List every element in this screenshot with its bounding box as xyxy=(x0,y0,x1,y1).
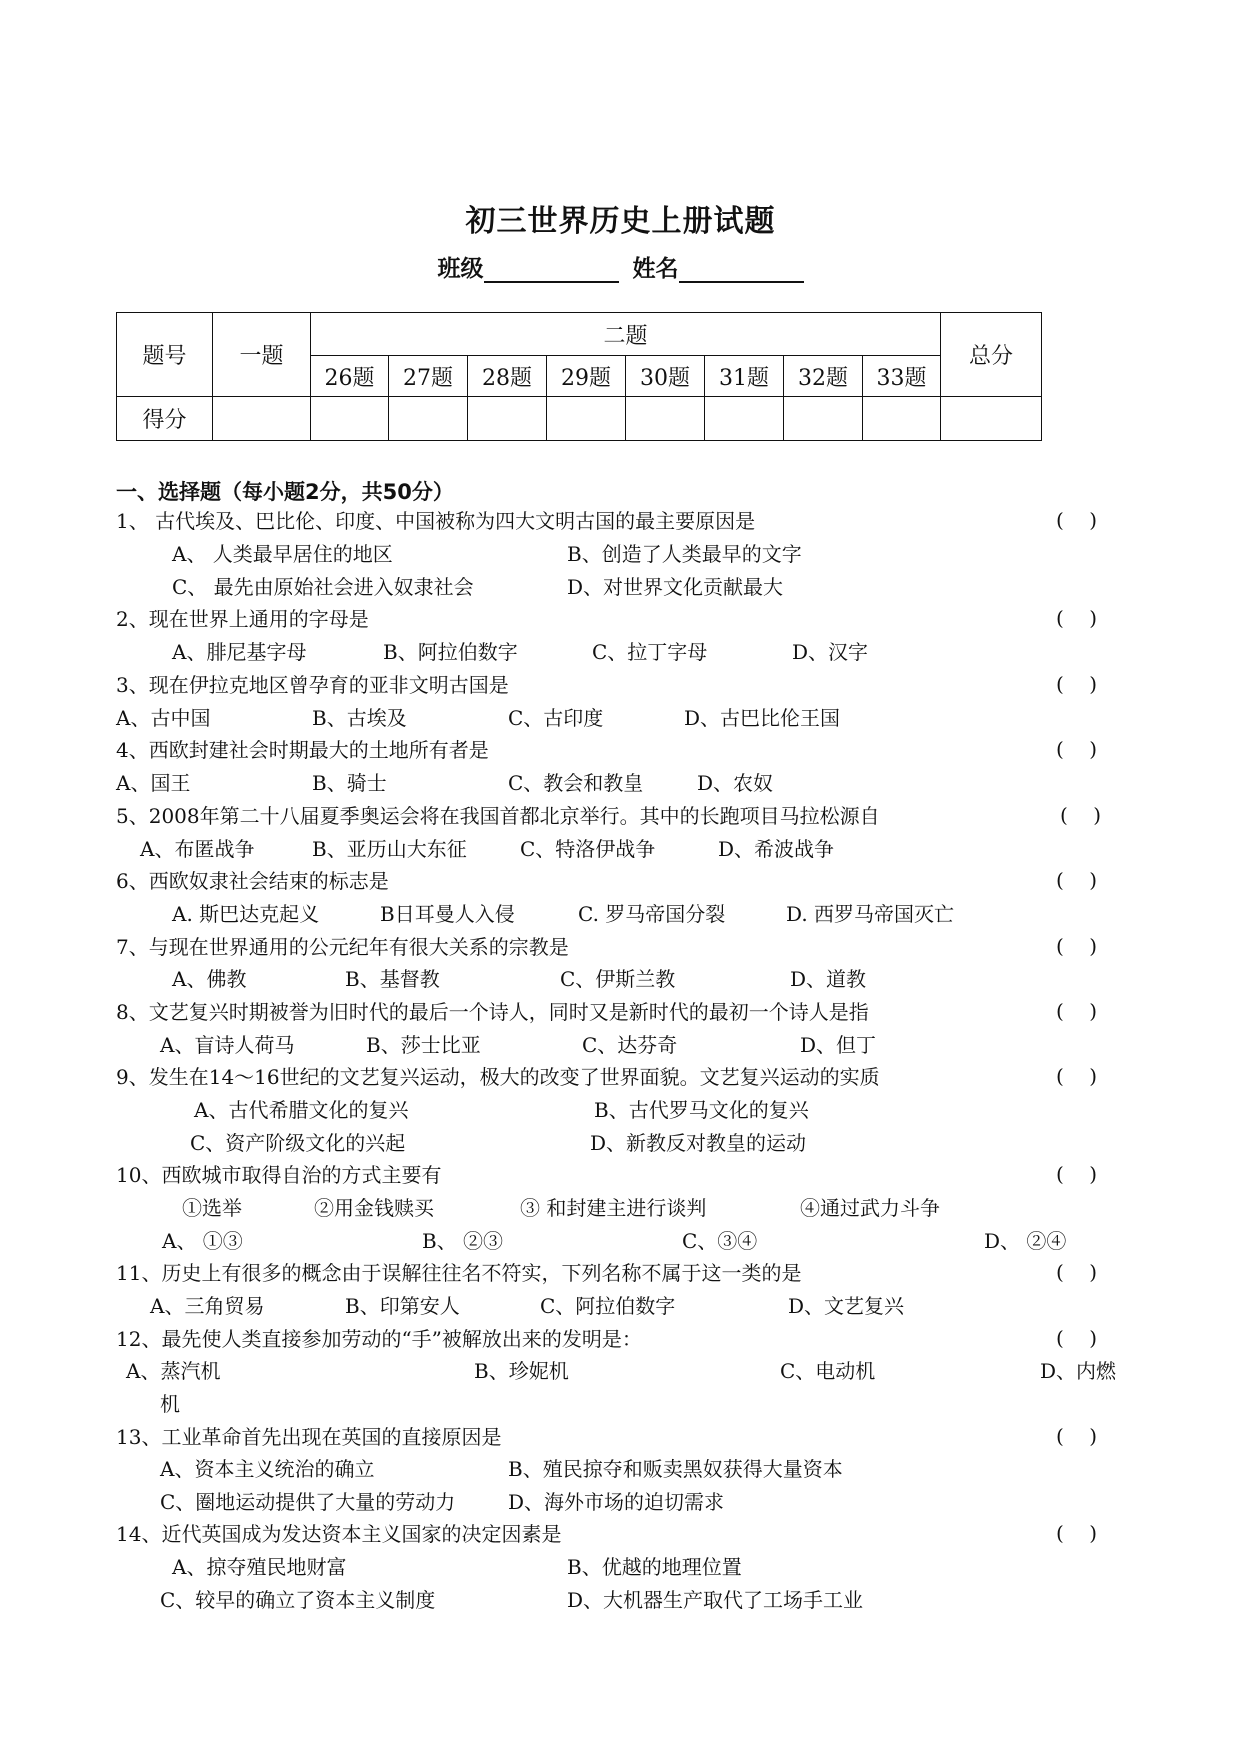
option-b: B、亚历山大东征 xyxy=(312,837,467,861)
question-stem: 2、现在世界上通用的字母是 xyxy=(116,607,369,631)
answer-paren[interactable]: ( ) xyxy=(1056,868,1098,892)
question-stem: 1、 古代埃及、巴比伦、印度、中国被称为四大文明古国的最主要原因是 xyxy=(116,509,756,533)
option-a: A、掠夺殖民地财富 xyxy=(172,1555,347,1579)
subq-cell: 26题 xyxy=(311,356,389,397)
answer-paren[interactable]: ( ) xyxy=(1056,1064,1098,1088)
page-title: 初三世界历史上册试题 xyxy=(465,204,776,239)
answer-paren[interactable]: ( ) xyxy=(1060,803,1102,827)
option-d: D、大机器生产取代了工场手工业 xyxy=(567,1588,864,1612)
statement-2: ②用金钱赎买 xyxy=(314,1196,434,1220)
subq-cell: 33题 xyxy=(863,356,941,397)
statement-4: ④通过武力斗争 xyxy=(800,1196,940,1220)
option-a: A、 人类最早居住的地区 xyxy=(172,542,393,566)
option-d: D、对世界文化贡献最大 xyxy=(567,575,784,599)
question-stem: 4、西欧封建社会时期最大的土地所有者是 xyxy=(116,738,489,762)
option-d: D、汉字 xyxy=(792,640,869,664)
option-a: A、盲诗人荷马 xyxy=(160,1033,295,1057)
section-title: 一、选择题（每小题2分，共50分） xyxy=(116,480,454,504)
answer-paren[interactable]: ( ) xyxy=(1056,1424,1098,1448)
option-d: D、古巴比伦王国 xyxy=(684,706,841,730)
header-number-cell: 题号 xyxy=(117,313,213,397)
question-stem: 9、发生在14～16世纪的文艺复兴运动，极大的改变了世界面貌。文艺复兴运动的实质 xyxy=(116,1065,880,1089)
score-input-cell[interactable] xyxy=(784,397,863,441)
answer-paren[interactable]: ( ) xyxy=(1056,672,1098,696)
option-d: D、道教 xyxy=(790,967,867,991)
option-d: D、内燃 xyxy=(1040,1359,1117,1383)
answer-paren[interactable]: ( ) xyxy=(1056,1521,1098,1545)
option-d: D、 ②④ xyxy=(984,1229,1067,1253)
score-input-cell[interactable] xyxy=(468,397,547,441)
option-c: C、特洛伊战争 xyxy=(520,837,656,861)
option-b: B、基督教 xyxy=(345,967,440,991)
option-c: C、教会和教皇 xyxy=(508,771,644,795)
option-c: C、电动机 xyxy=(780,1359,876,1383)
option-a: A、佛教 xyxy=(172,967,247,991)
option-c: C. 罗马帝国分裂 xyxy=(578,902,726,926)
subq-cell: 28题 xyxy=(468,356,547,397)
option-a: A、国王 xyxy=(116,771,191,795)
score-input-cell[interactable] xyxy=(705,397,784,441)
option-c: C、阿拉伯数字 xyxy=(540,1294,676,1318)
option-b: B、殖民掠夺和贩卖黑奴获得大量资本 xyxy=(508,1457,843,1481)
answer-paren[interactable]: ( ) xyxy=(1056,999,1098,1023)
option-c: C、③④ xyxy=(682,1229,758,1253)
score-table xyxy=(116,312,1042,441)
score-input-cell[interactable] xyxy=(626,397,705,441)
subq-cell: 30题 xyxy=(626,356,705,397)
statement-1: ①选举 xyxy=(182,1196,242,1220)
header-total-cell: 总分 xyxy=(941,313,1042,397)
option-d: D、农奴 xyxy=(697,771,774,795)
question-stem: 13、工业革命首先出现在英国的直接原因是 xyxy=(116,1425,502,1449)
option-a: A、蒸汽机 xyxy=(126,1359,221,1383)
option-b: B、珍妮机 xyxy=(474,1359,569,1383)
option-a: A、资本主义统治的确立 xyxy=(160,1457,375,1481)
option-c: C、古印度 xyxy=(508,706,604,730)
option-c: C、资产阶级文化的兴起 xyxy=(190,1131,406,1155)
subq-cell: 32题 xyxy=(784,356,863,397)
score-input-cell[interactable] xyxy=(389,397,468,441)
score-input-cell[interactable] xyxy=(311,397,389,441)
option-c: C、较早的确立了资本主义制度 xyxy=(160,1588,436,1612)
option-d: D. 西罗马帝国灭亡 xyxy=(786,902,955,926)
option-d: D、但丁 xyxy=(800,1033,877,1057)
option-a: A、 ①③ xyxy=(162,1229,243,1253)
question-stem: 5、2008年第二十八届夏季奥运会将在我国首都北京举行。其中的长跑项目马拉松源自 xyxy=(116,804,880,828)
question-stem: 7、与现在世界通用的公元纪年有很大关系的宗教是 xyxy=(116,935,569,959)
option-a: A、腓尼基字母 xyxy=(172,640,307,664)
score-input-cell[interactable] xyxy=(863,397,941,441)
option-b: B、优越的地理位置 xyxy=(567,1555,742,1579)
answer-paren[interactable]: ( ) xyxy=(1056,606,1098,630)
answer-paren[interactable]: ( ) xyxy=(1056,508,1098,532)
option-a: A、古代希腊文化的复兴 xyxy=(194,1098,409,1122)
question-stem: 14、近代英国成为发达资本主义国家的决定因素是 xyxy=(116,1522,562,1546)
header-part1-cell: 一题 xyxy=(213,313,311,397)
subq-cell: 31题 xyxy=(705,356,784,397)
score-input-cell[interactable] xyxy=(547,397,626,441)
option-a: A、三角贸易 xyxy=(150,1294,265,1318)
option-a: A、布匿战争 xyxy=(140,837,255,861)
option-b: B、莎士比亚 xyxy=(366,1033,481,1057)
answer-paren[interactable]: ( ) xyxy=(1056,1260,1098,1284)
answer-paren[interactable]: ( ) xyxy=(1056,934,1098,958)
option-b: B、古代罗马文化的复兴 xyxy=(594,1098,809,1122)
subq-cell: 27题 xyxy=(389,356,468,397)
option-c: C、圈地运动提供了大量的劳动力 xyxy=(160,1490,456,1514)
option-d: D、希波战争 xyxy=(718,837,835,861)
question-stem: 8、文艺复兴时期被誉为旧时代的最后一个诗人，同时又是新时代的最初一个诗人是指 xyxy=(116,1000,869,1024)
question-stem: 11、历史上有很多的概念由于误解往往名不符实，下列名称不属于这一类的是 xyxy=(116,1261,802,1285)
class-name-line xyxy=(0,250,1241,283)
option-b: B日耳曼人入侵 xyxy=(380,902,515,926)
subq-cell: 29题 xyxy=(547,356,626,397)
answer-paren[interactable]: ( ) xyxy=(1056,1162,1098,1186)
option-c: C、达芬奇 xyxy=(582,1033,678,1057)
score-input-cell[interactable] xyxy=(213,397,311,441)
class-blank[interactable] xyxy=(484,257,619,283)
name-label: 姓名 xyxy=(632,256,679,282)
question-stem: 10、西欧城市取得自治的方式主要有 xyxy=(116,1163,442,1187)
option-b: B、 ②③ xyxy=(422,1229,504,1253)
option-b: B、阿拉伯数字 xyxy=(383,640,518,664)
option-d: D、海外市场的迫切需求 xyxy=(508,1490,725,1514)
option-b: B、印第安人 xyxy=(345,1294,460,1318)
answer-paren[interactable]: ( ) xyxy=(1056,737,1098,761)
option-d: D、新教反对教皇的运动 xyxy=(590,1131,807,1155)
option-a: A、古中国 xyxy=(116,706,211,730)
name-blank[interactable] xyxy=(679,257,804,283)
header-part2-cell: 二题 xyxy=(311,313,941,356)
question-stem: 12、最先使人类直接参加劳动的“手”被解放出来的发明是： xyxy=(116,1327,642,1351)
row-score-label: 得分 xyxy=(117,397,213,441)
option-b: B、骑士 xyxy=(312,771,387,795)
option-b: B、古埃及 xyxy=(312,706,407,730)
option-d: D、文艺复兴 xyxy=(788,1294,905,1318)
option-c: C、伊斯兰教 xyxy=(560,967,676,991)
class-label: 班级 xyxy=(437,256,484,282)
score-input-cell[interactable] xyxy=(941,397,1042,441)
option-c: C、拉丁字母 xyxy=(592,640,708,664)
option-d-continued: 机 xyxy=(160,1392,180,1416)
answer-paren[interactable]: ( ) xyxy=(1056,1326,1098,1350)
question-stem: 3、现在伊拉克地区曾孕育的亚非文明古国是 xyxy=(116,673,509,697)
option-b: B、创造了人类最早的文字 xyxy=(567,542,802,566)
option-a: A. 斯巴达克起义 xyxy=(172,902,320,926)
option-c: C、 最先由原始社会进入奴隶社会 xyxy=(172,575,474,599)
question-stem: 6、西欧奴隶社会结束的标志是 xyxy=(116,869,389,893)
statement-3: ③ 和封建主进行谈判 xyxy=(520,1196,707,1220)
